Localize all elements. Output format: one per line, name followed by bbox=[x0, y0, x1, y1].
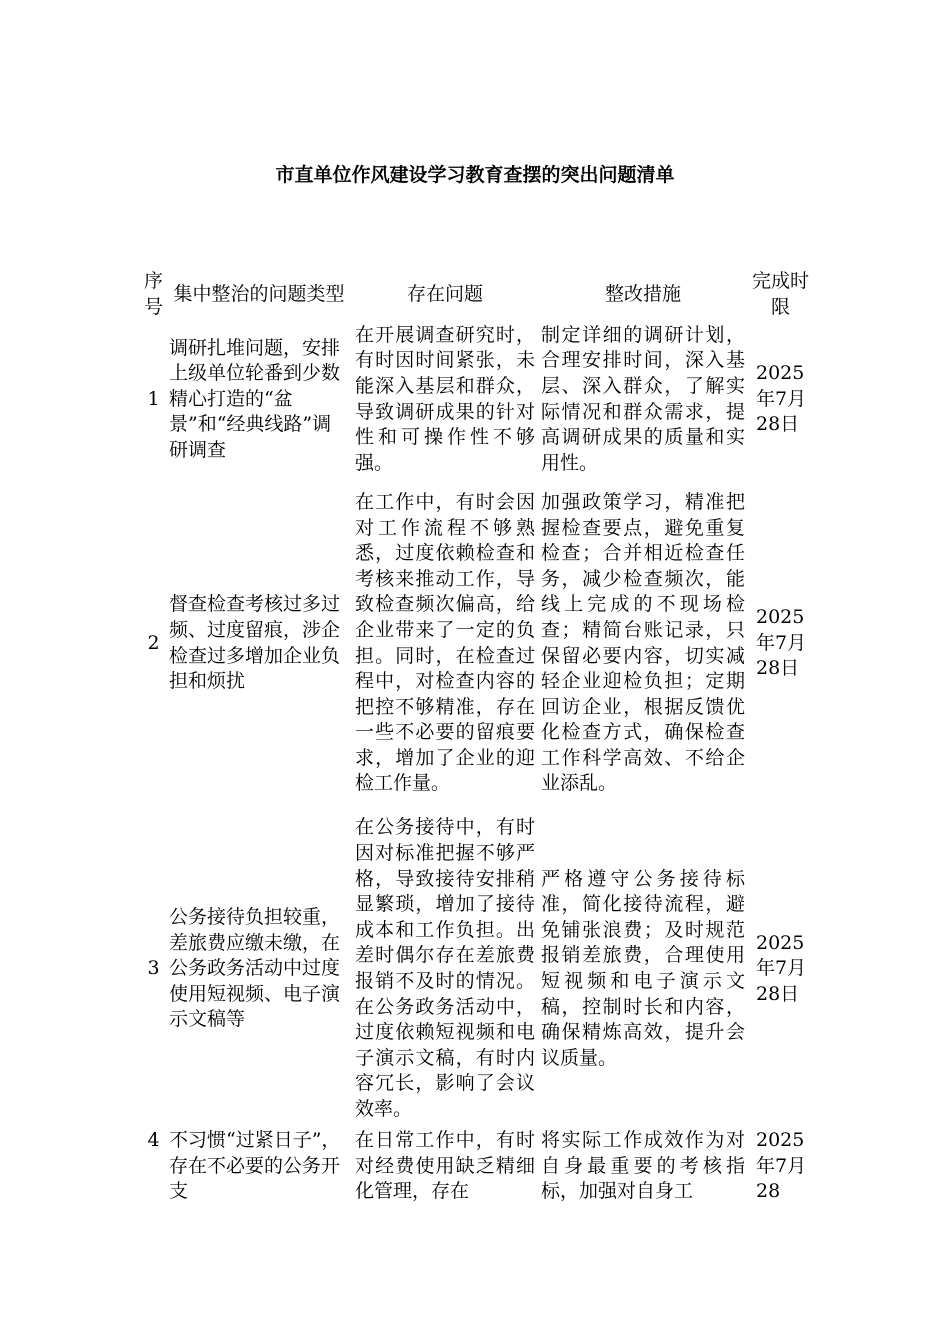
row-existing-issue: 在开展调查研究时，有时因时间紧张，未能深入基层和群众，导致调研成果的针对性和可操作性不够强。 bbox=[355, 323, 535, 474]
row-measure: 严格遵守公务接待标准，简化接待流程，避免铺张浪费；及时规范报销差旅费，合理使用短视频和电子演示文稿，控制时长和内容，确保精炼高效，提升会议质量。 bbox=[541, 867, 745, 1069]
row-measure: 加强政策学习，精准把握检查要点，避免重复检查；合并相近检查任务，减少检查频次，能线上完成的不现场检查；精简台账记录，只保留必要内容，切实减轻企业迎检负担；定期回访企业，根据反馈优化检查方式，确保检查工作科学高效、不给企业添乱。 bbox=[541, 490, 745, 795]
row-seq: 2 bbox=[147, 631, 160, 654]
row-deadline: 2025年7月28日 bbox=[756, 931, 807, 1005]
table-row bbox=[141, 477, 813, 810]
problem-list-table bbox=[141, 268, 813, 1218]
table-row bbox=[141, 322, 813, 477]
header-existing-issue: 存在问题 bbox=[406, 283, 483, 306]
header-seq: 序号 bbox=[144, 270, 164, 318]
row-measure: 制定详细的调研计划，合理安排时间，深入基层、深入群众，了解实际情况和群众需求，提高调研成果的质量和实用性。 bbox=[541, 323, 745, 474]
header-deadline: 完成时限 bbox=[751, 270, 809, 318]
table-row bbox=[141, 810, 813, 1128]
page-title: 市直单位作风建设学习教育查摆的突出问题清单 bbox=[275, 164, 675, 186]
table-header-row bbox=[141, 268, 813, 322]
row-measure: 将实际工作成效作为对自身最重要的考核指标，加强对自身工 bbox=[541, 1129, 745, 1203]
header-measures: 整改措施 bbox=[604, 283, 681, 306]
row-deadline: 2025年7月28日 bbox=[756, 606, 807, 680]
row-seq: 1 bbox=[147, 387, 160, 410]
row-existing-issue: 在公务接待中，有时因对标准把握不够严格，导致接待安排稍显繁琐，增加了接待成本和工作负担。出差时偶尔存在差旅费报销不及时的情况。在公务政务活动中，过度依赖短视频和电子演示文稿，有时内容冗长，影响了会议效率。 bbox=[355, 816, 535, 1120]
row-problem-type: 公务接待负担较重，差旅费应缴未缴，在公务政务活动中过度使用短视频、电子演示文稿等 bbox=[169, 906, 341, 1031]
row-existing-issue: 在工作中，有时会因对工作流程不够熟悉，过度依赖检查和考核来推动工作，导致检查频次偏高，给企业带来了一定的负担。同时，在检查过程中，对检查内容的把控不够精准，存在一些不必要的留痕要求，增加了企业的迎检工作量。 bbox=[355, 490, 535, 795]
row-seq: 3 bbox=[147, 957, 160, 980]
table-row bbox=[141, 1128, 813, 1218]
row-deadline: 2025年7月28 bbox=[756, 1129, 807, 1203]
row-problem-type: 督查检查考核过多过频、过度留痕，涉企检查过多增加企业负担和烦扰 bbox=[169, 593, 341, 693]
row-deadline: 2025年7月28日 bbox=[756, 362, 807, 436]
row-seq: 4 bbox=[147, 1129, 160, 1151]
row-problem-type: 不习惯“过紧日子”，存在不必要的公务开支 bbox=[169, 1129, 341, 1203]
row-problem-type: 调研扎堆问题，安排上级单位轮番到少数精心打造的“盆景”和“经典线路”调研调查 bbox=[169, 336, 341, 461]
row-existing-issue: 在日常工作中，有时对经费使用缺乏精细化管理，存在 bbox=[355, 1129, 535, 1203]
header-problem-type: 集中整治的问题类型 bbox=[173, 283, 345, 306]
